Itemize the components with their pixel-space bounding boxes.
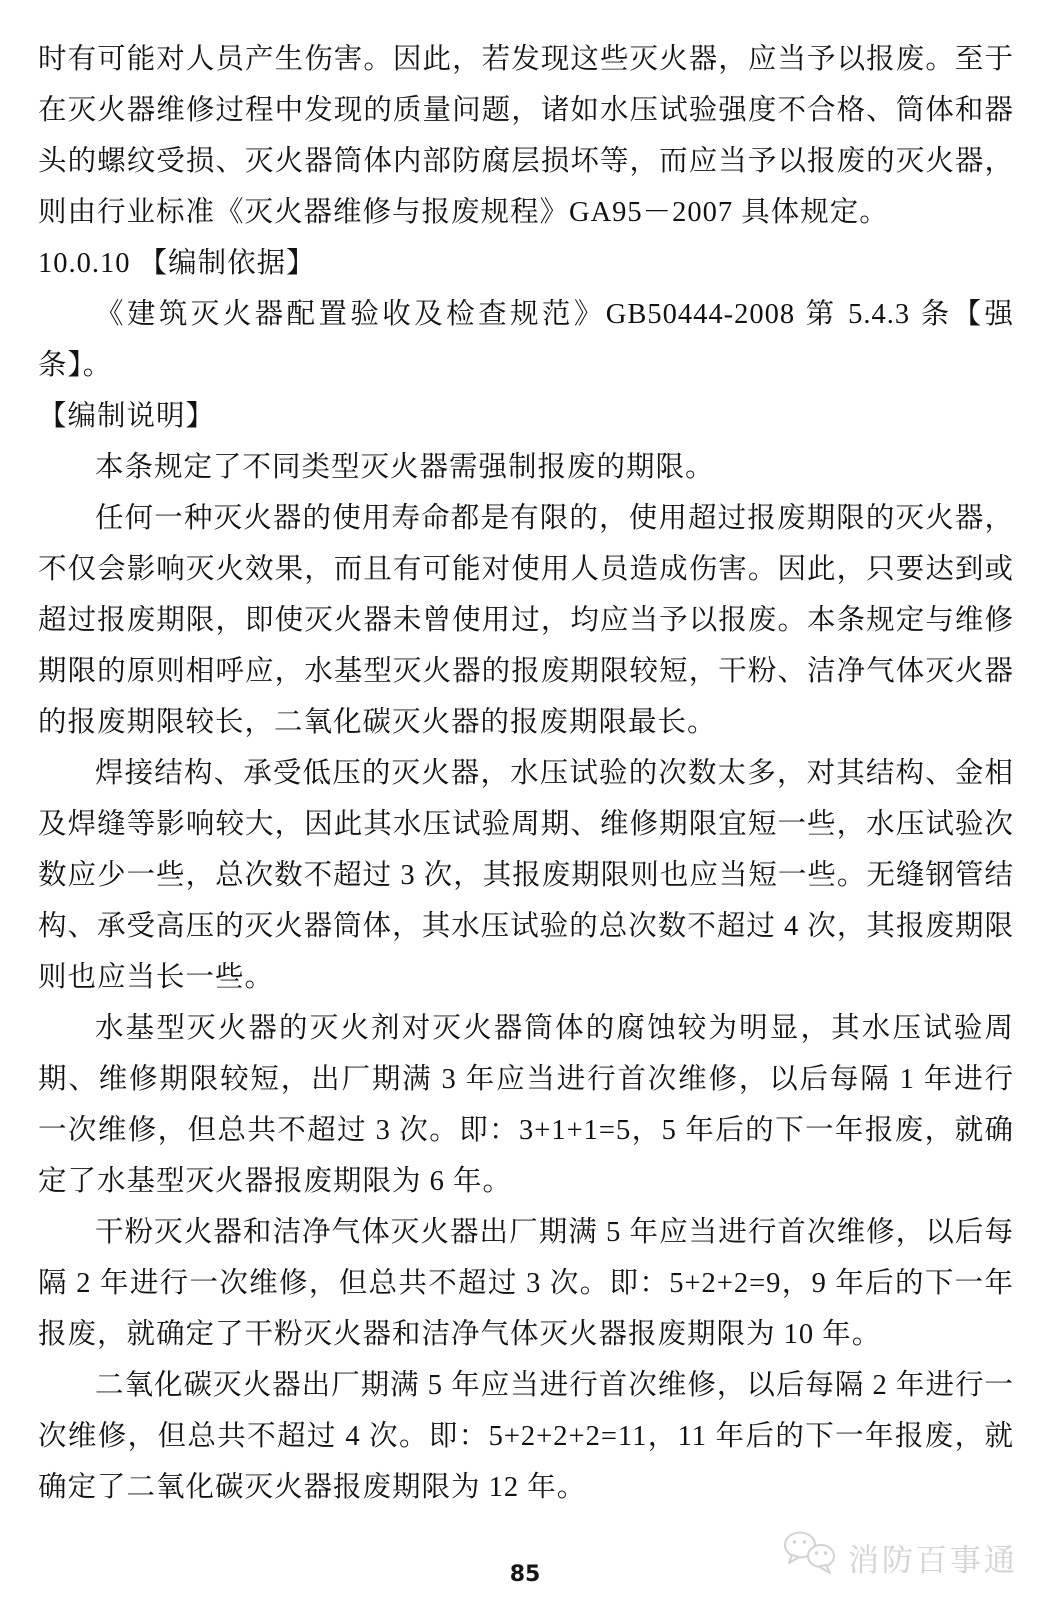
section-heading-10-0-10: 10.0.10 【编制依据】 — [38, 248, 316, 279]
subsection-heading-explanation: 【编制说明】 — [38, 401, 216, 432]
paragraph-co2: 二氧化碳灭火器出厂期满 5 年应当进行首次维修，以后每隔 2 年进行一次维修，但总共不超过 4 次。即：5+2+2+2=11，11 年后的下一年报废，就确定了二氧化碳灭火器报废期限为 12 年。 — [38, 1370, 1014, 1503]
paragraph-water-based: 水基型灭火器的灭火剂对灭火器筒体的腐蚀较为明显，其水压试验周期、维修期限较短，出厂期满 3 年应当进行首次维修，以后每隔 1 年进行一次维修，但总共不超过 3 次。即：3+1+1=5，5 年后的下一年报废，就确定了水基型灭火器报废期限为 6 年。 — [38, 1013, 1014, 1197]
paragraph-welded-structure: 焊接结构、承受低压的灭火器，水压试验的次数太多，对其结构、金相及焊缝等影响较大，因此其水压试验周期、维修期限宜短一些，水压试验次数应少一些，总次数不超过 3 次，其报废期限则也应当短一些。无缝钢管结构、承受高压的灭火器筒体，其水压试验的总次数不超过 4 次，其报废期限则也应当长一些。 — [38, 758, 1014, 993]
paragraph-dry-powder: 干粉灭火器和洁净气体灭火器出厂期满 5 年应当进行首次维修，以后每隔 2 年进行一次维修，但总共不超过 3 次。即：5+2+2=9，9 年后的下一年报废，就确定了干粉灭火器和洁净气体灭火器报废期限为 10 年。 — [38, 1217, 1014, 1350]
page-number: 85 — [509, 1562, 541, 1587]
paragraph-service-life: 任何一种灭火器的使用寿命都是有限的，使用超过报废期限的灭火器，不仅会影响灭火效果，而且有可能对使用人员造成伤害。因此，只要达到或超过报废期限，即使灭火器未曾使用过，均应当予以报废。本条规定与维修期限的原则相呼应，水基型灭火器的报废期限较短，干粉、洁净气体灭火器的报废期限较长，二氧化碳灭火器的报废期限最长。 — [38, 503, 1014, 738]
paragraph-basis-reference: 《建筑灭火器配置验收及检查规范》GB50444-2008 第 5.4.3 条【强条】。 — [38, 299, 1014, 381]
paragraph-continuation: 时有可能对人员产生伤害。因此，若发现这些灭火器，应当予以报废。至于在灭火器维修过程中发现的质量问题，诸如水压试验强度不合格、筒体和器头的螺纹受损、灭火器筒体内部防腐层损坏等，而应当予以报废的灭火器，则由行业标准《灭火器维修与报废规程》GA95－2007 具体规定。 — [38, 44, 1014, 228]
document-body — [38, 34, 1014, 1513]
watermark-text: 消防百事通 — [848, 1542, 1018, 1578]
paragraph-scope: 本条规定了不同类型灭火器需强制报废的期限。 — [95, 452, 715, 483]
